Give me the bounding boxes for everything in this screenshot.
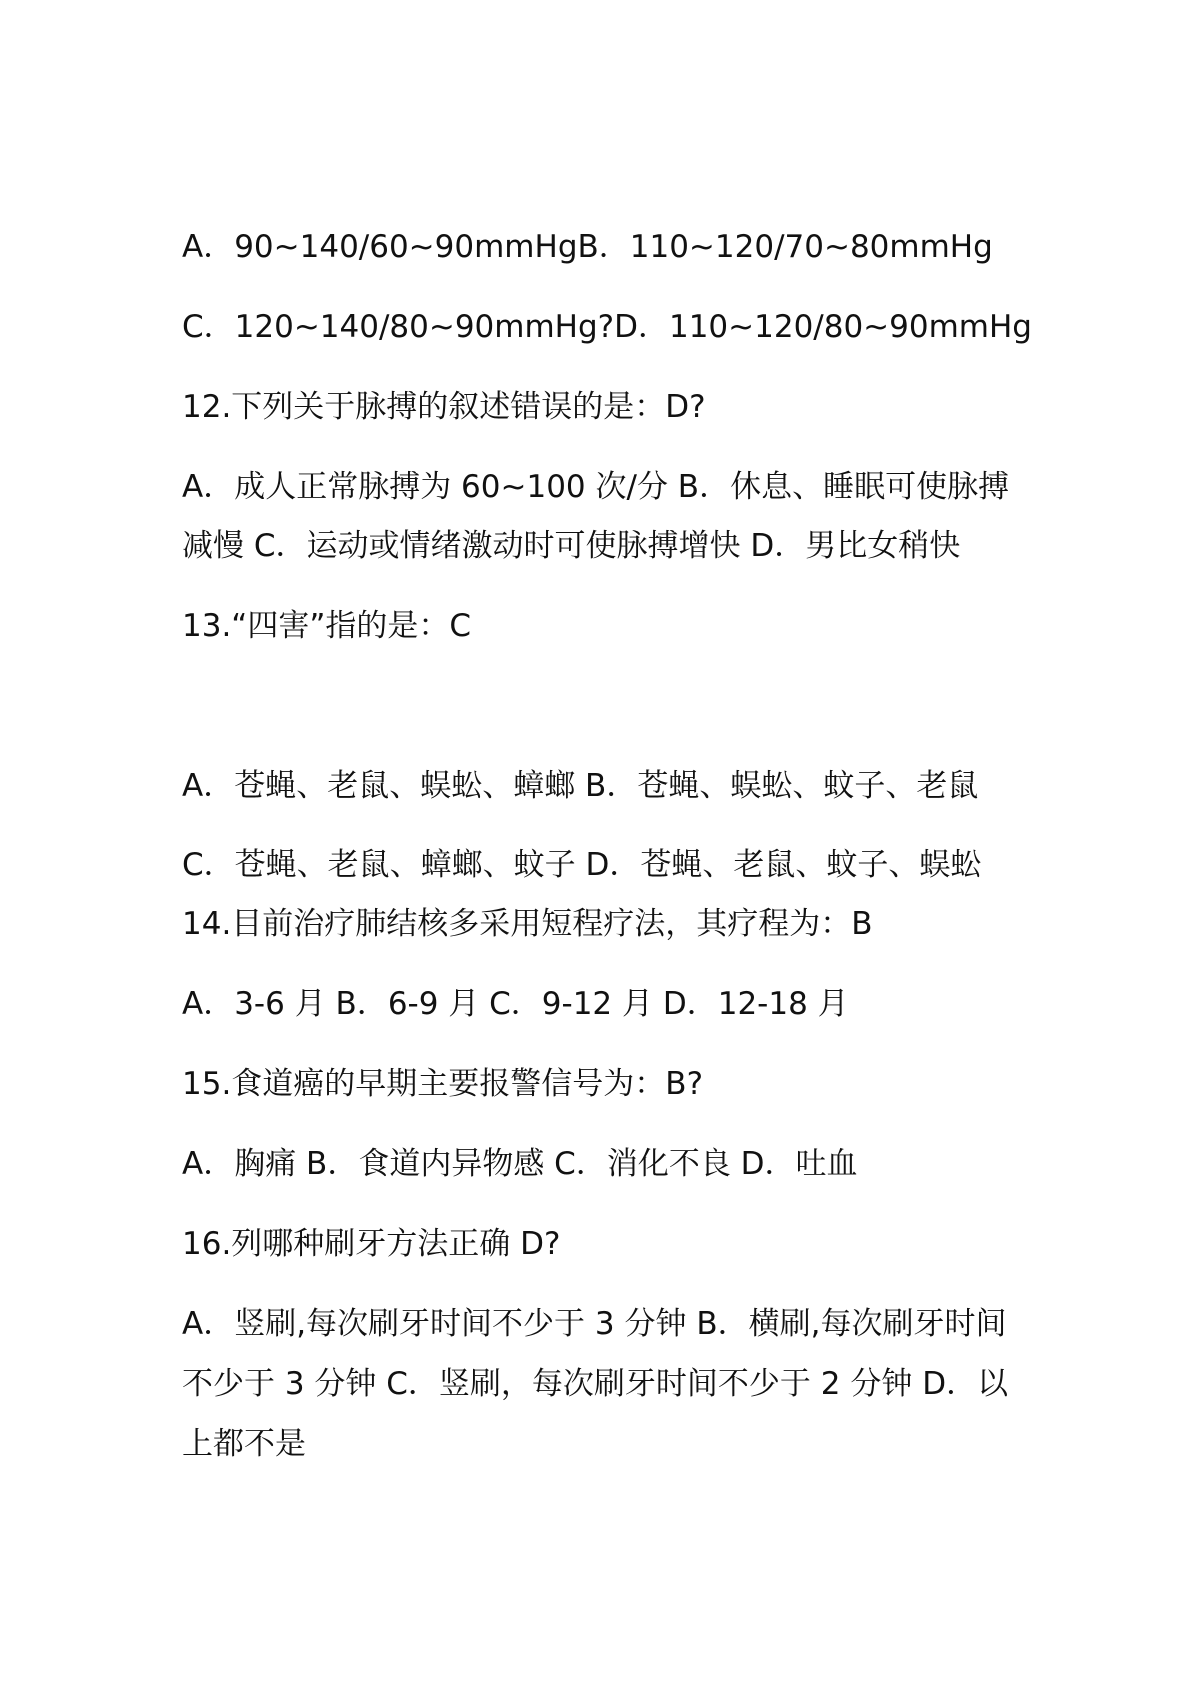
q12-options-line-2: 减慢 C．运动或情绪激动时可使脉搏增快 D．男比女稍快 [182, 528, 961, 564]
q14-options: A．3-6 月 B．6-9 月 C．9-12 月 D．12-18 月 [182, 986, 849, 1022]
q12-question: 12.下列关于脉搏的叙述错误的是：D? [182, 389, 706, 425]
q16-options-line-3: 上都不是 [182, 1426, 306, 1462]
q16-question: 16.列哪种刷牙方法正确 D? [182, 1226, 561, 1262]
q13-options-ab: A．苍蝇、老鼠、蜈蚣、蟑螂 B．苍蝇、蜈蚣、蚊子、老鼠 [182, 768, 979, 804]
q11-options-ab: A．90~140/60~90mmHgB．110~120/70~80mmHg [182, 229, 993, 265]
q15-options: A．胸痛 B．食道内异物感 C．消化不良 D．吐血 [182, 1146, 858, 1182]
q14-question: 14.目前治疗肺结核多采用短程疗法，其疗程为：B [182, 906, 873, 942]
q13-options-cd: C．苍蝇、老鼠、蟑螂、蚊子 D．苍蝇、老鼠、蚊子、蜈蚣 [182, 847, 982, 883]
q15-question: 15.食道癌的早期主要报警信号为：B? [182, 1066, 704, 1102]
q13-question: 13.“四害”指的是：C [182, 608, 472, 644]
q12-options-line-1: A．成人正常脉搏为 60~100 次/分 B．休息、睡眠可使脉搏 [182, 469, 1010, 505]
q11-options-cd: C．120~140/80~90mmHg?D．110~120/80~90mmHg [182, 309, 1032, 345]
q16-options-line-1: A．竖刷,每次刷牙时间不少于 3 分钟 B．横刷,每次刷牙时间 [182, 1306, 1007, 1342]
q16-options-line-2: 不少于 3 分钟 C．竖刷，每次刷牙时间不少于 2 分钟 D．以 [182, 1366, 1009, 1402]
